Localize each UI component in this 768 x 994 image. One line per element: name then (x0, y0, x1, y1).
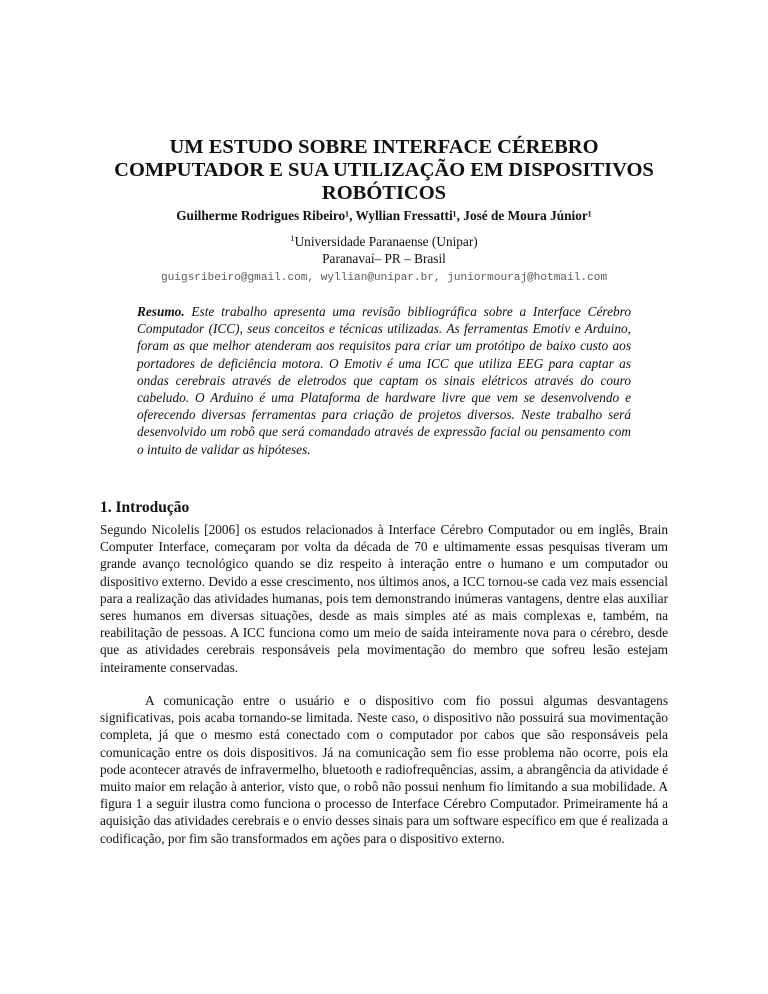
body-paragraph: Segundo Nicolelis [2006] os estudos relacionados à Interface Cérebro Computador ou em inglês, Brain Computer Interface, começaram por volta da década de 70 e ultimamente essas pesquisas tiveram um grande avanço tecnológico quando se diz respeito à interação entre o humano e um computador ou dispositivo externo. Devido a esse crescimento, nos últimos anos, a ICC tornou-se cada vez mais essencial para a realização das atividades humanas, pois tem demonstrando inúmeras vantagens, dentre elas auxiliar seres humanos em diversas situações, desde as mais simples até as mais complexas e, também, na reabilitação de pessoas. A ICC funciona como um meio de saída inteiramente nova para o cérebro, desde que as atividades cerebrais responsáveis pela movimentação do membro que sofreu lesão estejam inteiramente conservadas. (100, 522, 668, 675)
institution-name: Universidade Paranaense (Unipar) (294, 234, 478, 249)
abstract-text: Este trabalho apresenta uma revisão bibliográfica sobre a Interface Cérebro Computador (ICC), seus conceitos e técnicas utilizadas. As ferramentas Emotiv e Arduino, foram as que melhor atenderam aos requisitos para criar um protótipo de baixo custo aos portadores de deficiência motora. O Emotiv é uma ICC que utiliza EEG para captar as ondas cerebrais através de eletrodos que captam os sinais elétricos através do couro cabeludo. O Arduino é uma Plataforma de hardware livre que vem se desenvolvendo e oferecendo diversas ferramentas para criação de projetos diversos. Neste trabalho será desenvolvido um robô que será comandado através de expressão facial ou pensamento com o intuito de validar as hipóteses. (137, 304, 631, 457)
body-paragraph: A comunicação entre o usuário e o dispositivo com fio possui algumas desvantagens significativas, pois acaba tornando-se limitada. Neste caso, o dispositivo não possuirá sua movimentação completa, já que o mesmo está conectado com o computador por cabos que são responsáveis pela comunicação entre os dois dispositivos. Já na comunicação sem fio esse problema não ocorre, pois ela pode acontecer através de infravermelho, bluetooth e radiofrequências, assim, a abrangência da atividade é muito maior em relação à anterior, visto que, o robô não possui nenhum fio limitando a sua mobilidade. A figura 1 a seguir ilustra como funciona o processo de Interface Cérebro Computador. Primeiramente há a aquisição das atividades cerebrais e o envio desses sinais para um software específico em que é realizada a codificação, por fim são transformados em ações para o dispositivo externo. (100, 693, 668, 846)
title-line: COMPUTADOR E SUA UTILIZAÇÃO EM DISPOSITIVOS (114, 159, 654, 181)
abstract-label: Resumo. (137, 304, 185, 319)
title-line: ROBÓTICOS (321, 182, 447, 204)
affiliation-marker: 1 (290, 233, 295, 243)
title-line: UM ESTUDO SOBRE INTERFACE CÉREBRO (169, 136, 599, 158)
affiliation-institution (60, 234, 708, 250)
paper-title (100, 136, 668, 205)
author-emails: guigsribeiro@gmail.com, wyllian@unipar.br, juniormouraj@hotmail.com (160, 272, 608, 284)
section-heading-introduction: 1. Introdução (100, 499, 190, 516)
author-list: Guilherme Rodrigues Ribeiro¹, Wyllian Fressatti¹, José de Moura Júnior¹ (176, 208, 592, 223)
affiliation-location: Paranavaí– PR – Brasil (322, 251, 446, 266)
abstract (137, 303, 631, 458)
